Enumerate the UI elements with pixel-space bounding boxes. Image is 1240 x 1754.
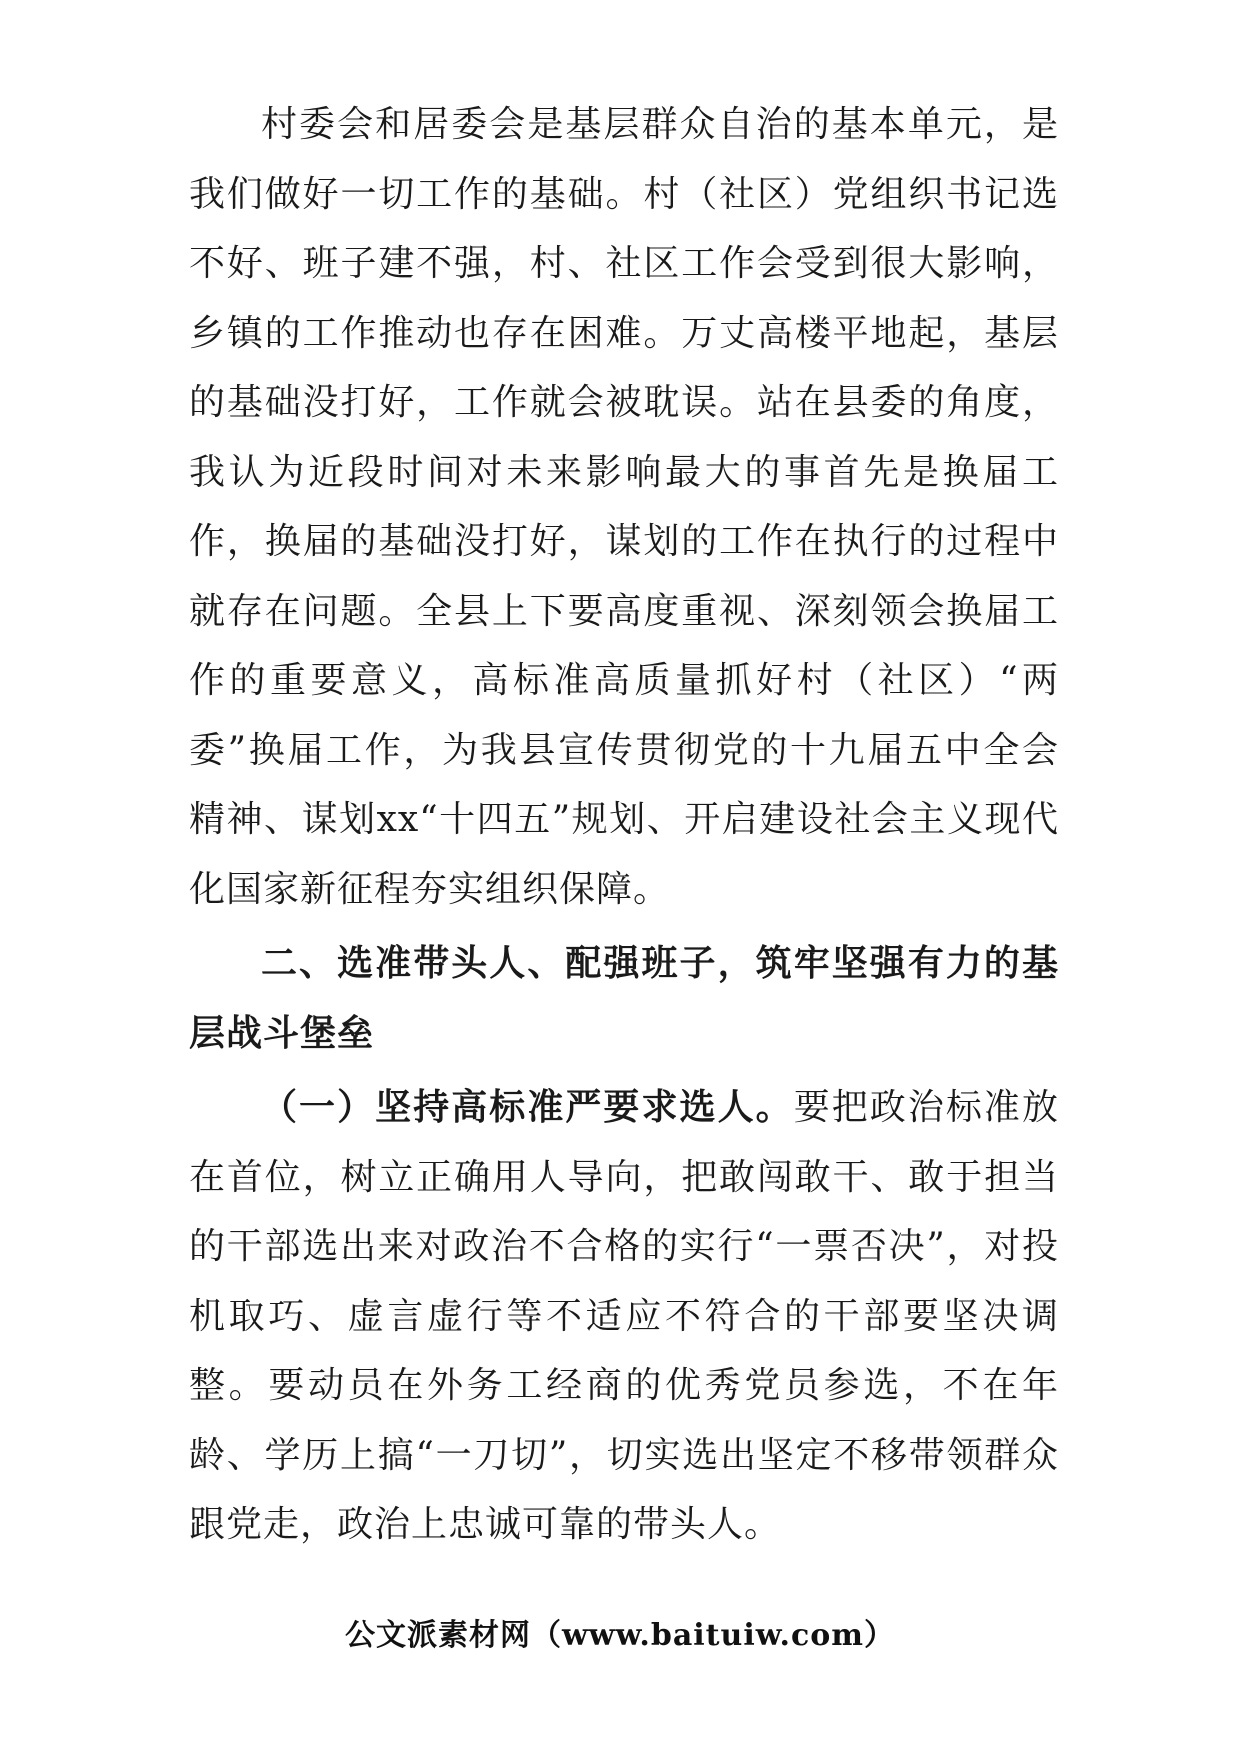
paragraph-intro: 村委会和居委会是基层群众自治的基本单元，是我们做好一切工作的基础。村（社区）党组织书记选不好、班子建不强，村、社区工作会受到很大影响，乡镇的工作推动也存在困难。万丈高楼平地起，基层的基础没打好，工作就会被耽误。站在县委的角度，我认为近段时间对未来影响最大的事首先是换届工作，换届的基础没打好，谋划的工作在执行的过程中就存在问题。全县上下要高度重视、深刻领会换届工作的重要意义，高标准高质量抓好村（社区）“两委”换届工作，为我县宣传贯彻党的十九届五中全会精神、谋划xx“十四五”规划、开启建设社会主义现代化国家新征程夯实组织保障。	[189, 104, 1059, 910]
subsection-1-body: 要把政治标准放在首位，树立正确用人导向，把敢闯敢干、敢于担当的干部选出来对政治不合格的实行“一票否决”，对投机取巧、虚言虚行等不适应不符合的干部要坚决调整。要动员在外务工经商的优秀党员参选，不在年龄、学历上搞“一刀切”，切实选出坚定不移带领群众跟党走，政治上忠诚可靠的带头人。	[189, 1087, 1059, 1545]
paragraph-subsection-1	[189, 1073, 1059, 1560]
subsection-1-lead: （一）坚持高标准严要求选人。	[261, 1086, 794, 1128]
section-heading-2: 二、选准带头人、配强班子，筑牢坚强有力的基层战斗堡垒	[189, 942, 1059, 1054]
footer-watermark: 公文派素材网（www.baituiw.com）	[344, 1618, 896, 1653]
document-body	[189, 90, 1059, 1560]
